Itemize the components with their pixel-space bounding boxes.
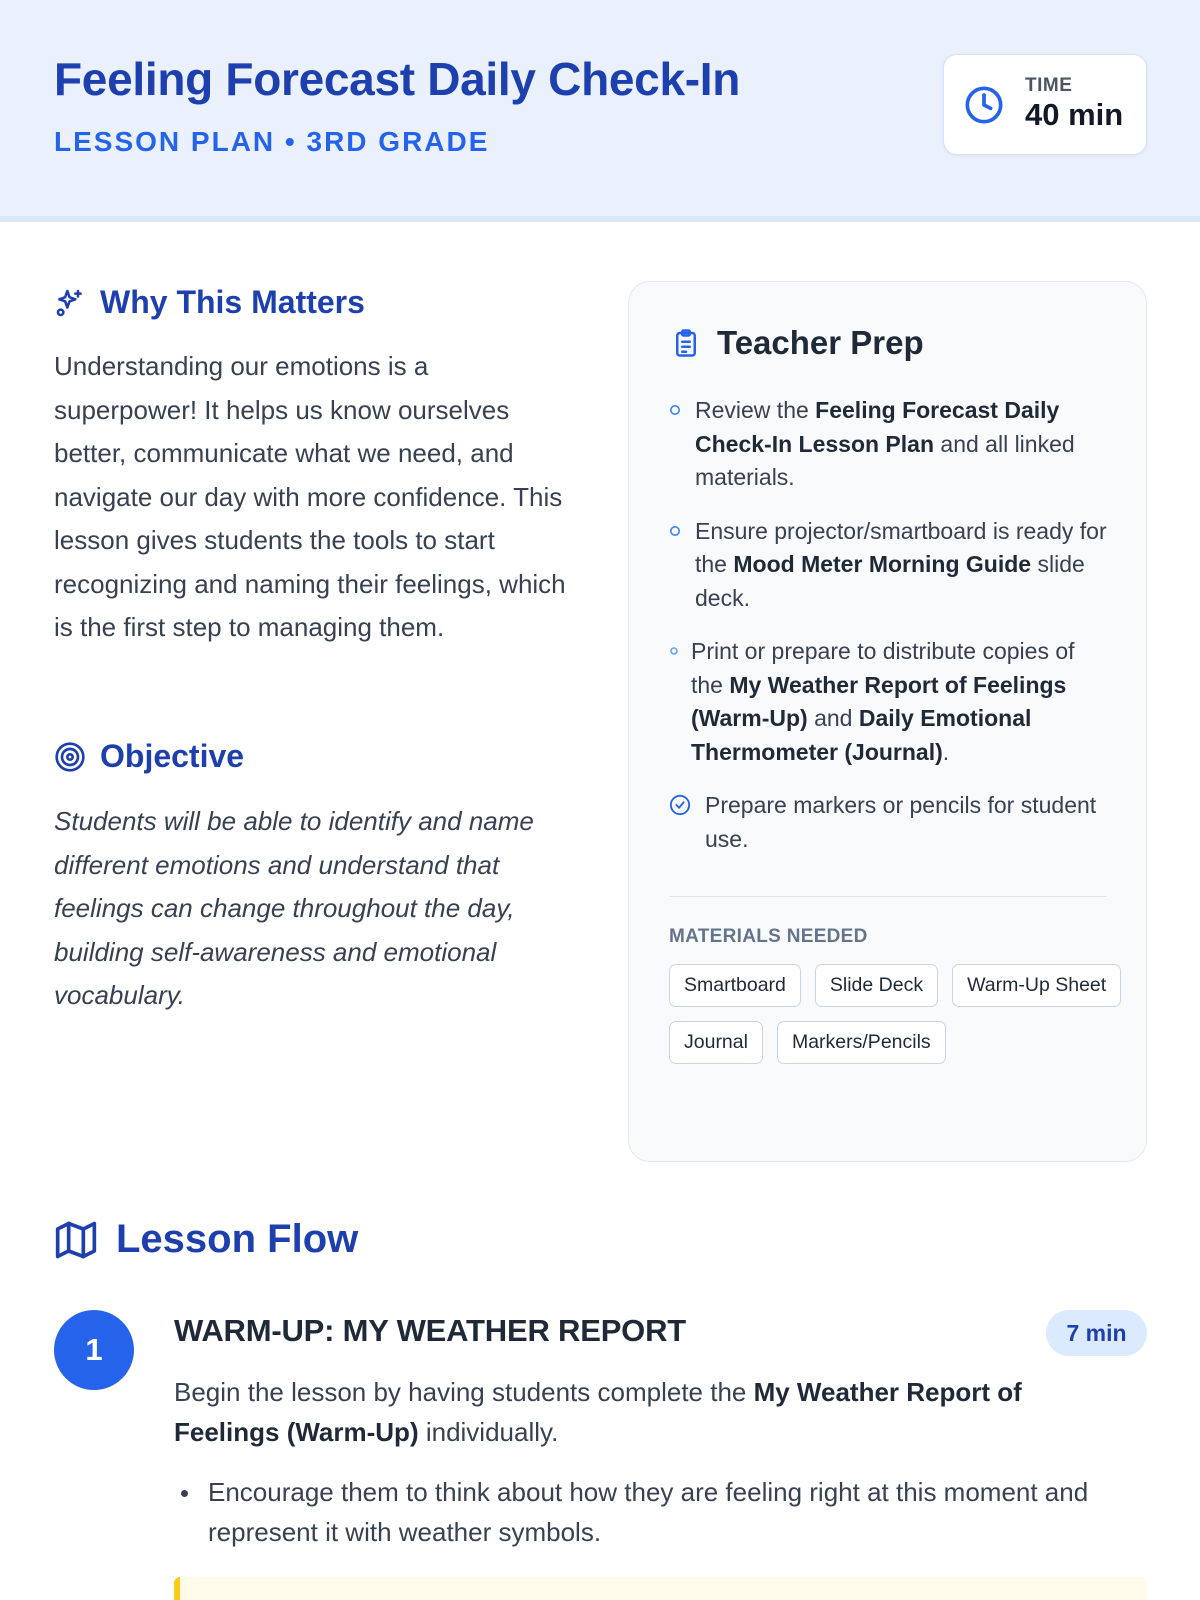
lesson-flow-heading-text: Lesson Flow — [116, 1217, 359, 1261]
objective-heading-text: Objective — [100, 738, 245, 774]
page-header — [0, 0, 1200, 222]
step-number: 1 — [54, 1310, 134, 1390]
step-note-box — [174, 1577, 1147, 1600]
prep-item: Review the Feeling Forecast Daily Check-In Lesson Plan and all linked materials. — [669, 394, 1109, 495]
small-circle-icon — [669, 525, 681, 537]
materials-label: MATERIALS NEEDED — [669, 926, 868, 947]
prep-heading — [671, 324, 924, 362]
dot-icon — [669, 646, 679, 656]
divider — [669, 896, 1107, 897]
material-chip: Journal — [669, 1021, 763, 1064]
material-chip: Markers/Pencils — [777, 1021, 946, 1064]
page-subtitle: LESSON PLAN • 3RD GRADE — [54, 126, 490, 157]
map-icon — [54, 1218, 98, 1262]
prep-list — [669, 394, 1109, 876]
prep-item: Ensure projector/smartboard is ready for the Mood Meter Morning Guide slide deck. — [669, 515, 1109, 616]
clock-icon — [964, 85, 1004, 125]
materials-list — [669, 964, 1129, 1064]
step-duration-badge: 7 min — [1046, 1310, 1147, 1356]
teacher-prep-card — [628, 281, 1147, 1162]
time-value: 40 min — [1025, 97, 1124, 132]
step-title: WARM-UP: MY WEATHER REPORT — [174, 1313, 687, 1348]
material-chip: Smartboard — [669, 964, 801, 1007]
time-card — [943, 54, 1147, 155]
step-bullet: Encourage them to think about how they are feeling right at this moment and represent it with weather symbols. — [174, 1472, 1134, 1552]
page-title: Feeling Forecast Daily Check-In — [54, 53, 741, 105]
prep-item: Print or prepare to distribute copies of the My Weather Report of Feelings (Warm-Up) and Daily Emotional Thermometer (Journal). — [669, 635, 1109, 769]
clipboard-icon — [671, 328, 701, 358]
material-chip: Slide Deck — [815, 964, 938, 1007]
why-heading — [54, 284, 365, 321]
target-icon — [54, 741, 86, 773]
why-text: Understanding our emotions is a superpower! It helps us know ourselves better, communicate what we need, and navigate our day with more confidence. This lesson gives students the tools to start recognizing and naming their feelings, which is the first step to managing them. — [54, 351, 566, 642]
material-chip: Warm-Up Sheet — [952, 964, 1121, 1007]
step-bullets — [174, 1472, 1134, 1552]
lesson-flow-heading — [54, 1217, 358, 1262]
check-circle-icon — [669, 794, 691, 816]
objective-text: Students will be able to identify and name different emotions and understand that feelings can change throughout the day, building self-awareness and emotional vocabulary. — [54, 806, 534, 1010]
step-description: Begin the lesson by having students complete the My Weather Report of Feelings (Warm-Up) individually. — [174, 1377, 1022, 1447]
sparkles-icon — [54, 287, 86, 319]
time-label: TIME — [1025, 75, 1073, 96]
prep-item: Prepare markers or pencils for student use. — [669, 789, 1109, 856]
why-heading-text: Why This Matters — [100, 284, 365, 320]
prep-heading-text: Teacher Prep — [717, 324, 924, 361]
objective-heading — [54, 738, 244, 775]
small-circle-icon — [669, 404, 681, 416]
